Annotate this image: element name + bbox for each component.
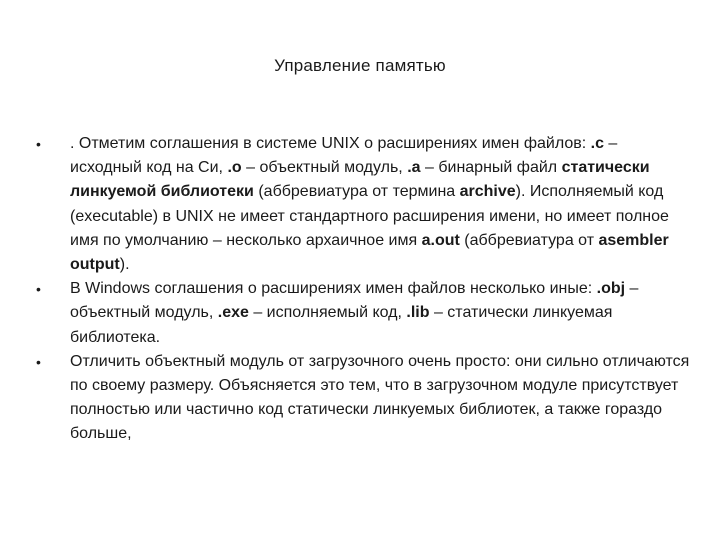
- text-run: В Windows соглашения о расширениях имен файлов несколько иные:: [70, 280, 597, 298]
- text-run: – исполняемый код,: [248, 304, 407, 322]
- ext-lib: .lib: [406, 304, 430, 322]
- text-run: – статически линкуемая библиотека.: [70, 304, 613, 346]
- text-run: – бинарный файл: [420, 159, 562, 177]
- bullet-icon: •: [36, 281, 41, 298]
- term-asembler-output: asembler output: [70, 231, 669, 274]
- bullet-item-windows: [28, 277, 690, 350]
- text-run: ).: [119, 256, 130, 274]
- bullet-icon: •: [36, 136, 41, 152]
- text-run: ). Исполняемый код (executable) в UNIX не имеет стандартного расширения имени, но имеет полное имя по умолчанию – несколько архаичное имя: [70, 183, 669, 249]
- slide-body: [28, 132, 690, 447]
- term-static-library: статически линкуемой библиотеки: [70, 159, 650, 201]
- term-a-out: a.out: [421, 231, 460, 249]
- text-run: Отличить объектный модуль от загрузочного очень просто: они сильно отличаются по своему размеру. Объясняется это тем, что в загрузочном модуле присутствует полностью или частично код статически линкуемых библиотек, а также гораздо больше,: [70, 352, 690, 443]
- text-run: – исходный код на Си,: [70, 135, 618, 177]
- ext-a: .a: [407, 159, 421, 177]
- text-run: – объектный модуль,: [241, 159, 408, 177]
- text-run: – объектный модуль,: [70, 280, 639, 322]
- text-run: (аббревиатура от термина: [253, 183, 460, 201]
- ext-exe: .exe: [217, 304, 249, 322]
- bullet-item-difference: [28, 350, 690, 447]
- bullet-item-unix: [28, 132, 690, 277]
- term-archive: archive: [459, 183, 516, 201]
- bullet-icon: •: [36, 353, 41, 370]
- ext-obj: .obj: [596, 280, 626, 298]
- slide-title: Управление памятью: [274, 56, 446, 75]
- text-run: . Отметим соглашения в системе UNIX о расширениях имен файлов:: [70, 135, 591, 152]
- text-run: (аббревиатура от: [459, 231, 599, 249]
- ext-c: .c: [590, 135, 604, 152]
- ext-o: .o: [227, 159, 242, 177]
